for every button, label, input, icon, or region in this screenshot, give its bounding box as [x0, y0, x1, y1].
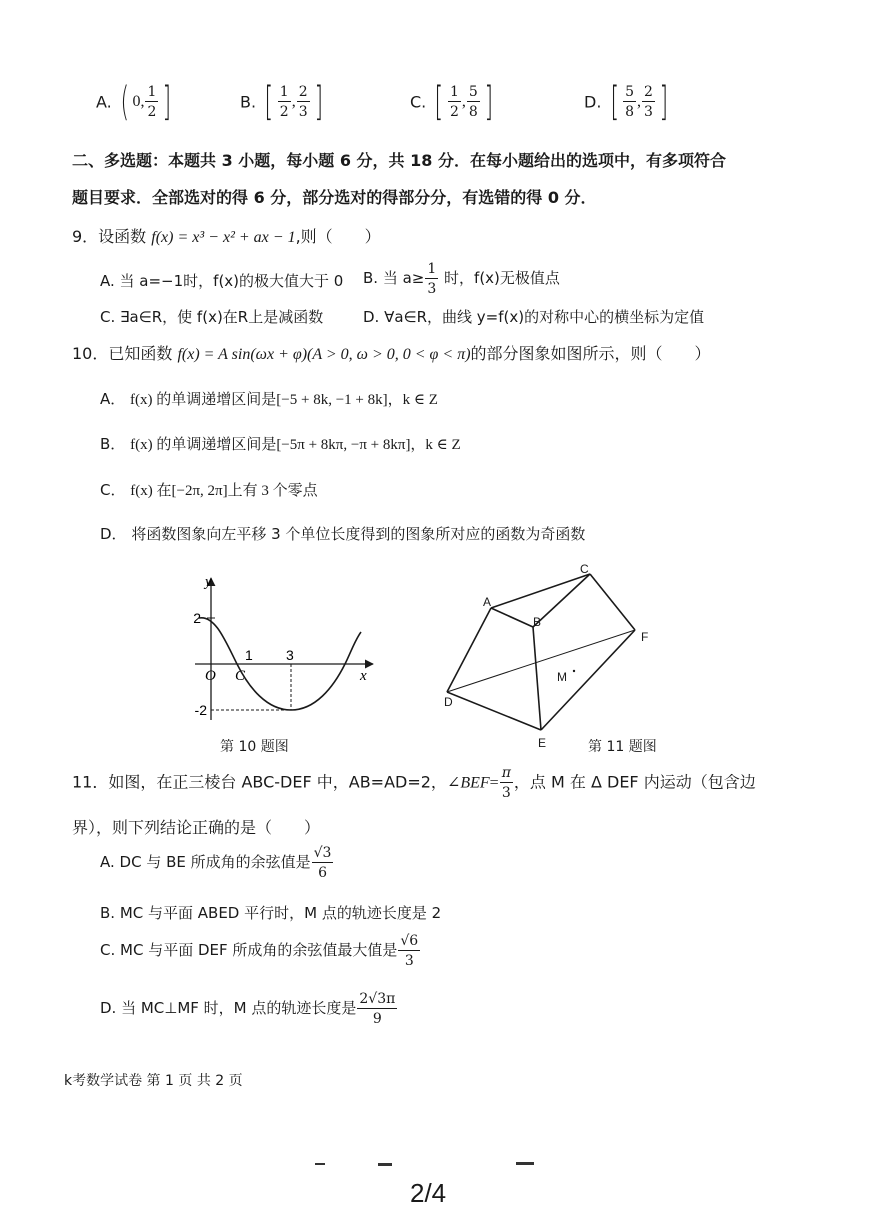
- label-m: M: [557, 670, 567, 684]
- vertex-d: D: [444, 695, 453, 709]
- label-origin: O: [205, 668, 216, 684]
- q11-option-c: C. MC 与平面 DEF 所成角的余弦值最大值是 $\frac{√6}{3}$: [100, 933, 419, 969]
- vertex-c: C: [580, 562, 589, 576]
- section2-header-line1: 二、多选题：本题共 3 小题，每小题 6 分，共 18 分．在每小题给出的选项中，有多项符合: [72, 151, 726, 170]
- scan-mark: [315, 1163, 325, 1165]
- figure-11-caption: 第 11 题图: [588, 739, 657, 755]
- vertex-f: F: [641, 630, 649, 644]
- vertex-e: E: [538, 736, 547, 750]
- tick-label-1: 1: [245, 647, 253, 663]
- scan-mark: [516, 1162, 534, 1165]
- q8-option-a: A. ( 0, $\frac{1}{2}$ ]: [96, 79, 172, 125]
- q11-stem-line1: 11．如图，在正三棱台 ABC-DEF 中，AB=AD=2，∠BEF= $\frac{\pi}{3}$ ，点 M 在 Δ DEF 内运动（包含边: [72, 765, 756, 801]
- q10-option-b: B． f(x) 的单调递增区间是[−5π + 8kπ, −π + 8kπ]，k ∈ Z: [100, 435, 461, 453]
- figure-11-frustum: [435, 560, 660, 750]
- figure-10-graph: [185, 570, 390, 730]
- q11-option-b: B. MC 与平面 ABED 平行时，M 点的轨迹长度是 2: [100, 904, 442, 922]
- section2-header-line2: 题目要求．全部选对的得 6 分，部分选对的得部分分，有选错的得 0 分．: [72, 188, 597, 207]
- edge-bc: [533, 574, 590, 627]
- q8-option-b: B. [ $\frac{1}{2}$ , $\frac{2}{3}$ ]: [240, 79, 323, 125]
- tick-label-2: 2: [193, 610, 201, 626]
- q9-option-a: A. 当 a=−1时，f(x)的极大值大于 0: [100, 272, 344, 290]
- edge-ab: [491, 608, 533, 627]
- q9-stem: 9．设函数 f(x) = x³ − x² + ax − 1,则（ ）: [72, 227, 381, 246]
- q11-stem-line2: 界），则下列结论正确的是（ ）: [72, 818, 321, 837]
- q8-option-c: C. [ $\frac{1}{2}$ , $\frac{5}{8}$ ]: [410, 79, 493, 125]
- scan-mark: [378, 1163, 392, 1166]
- q11-option-a: A. DC 与 BE 所成角的余弦值是 $\frac{√3}{6}$: [100, 845, 332, 881]
- tick-label-3: 3: [286, 647, 294, 663]
- edge-cf: [590, 574, 635, 630]
- q9-option-d: D. ∀a∈R，曲线 y=f(x)的对称中心的横坐标为定值: [363, 308, 705, 326]
- edge-de: [447, 692, 541, 730]
- q10-option-d: D． 将函数图象向左平移 3 个单位长度得到的图象所对应的函数为奇函数: [100, 525, 586, 543]
- q8-option-d: D. [ $\frac{5}{8}$ , $\frac{2}{3}$ ]: [584, 79, 669, 125]
- q9-option-b: B. 当 a≥ $\frac{1}{3}$ 时，f(x)无极值点: [363, 261, 560, 297]
- q10-option-c: C． f(x) 在[−2π, 2π]上有 3 个零点: [100, 481, 318, 499]
- page-indicator: 2/4: [410, 1178, 447, 1208]
- tick-label-neg2: -2: [194, 702, 207, 718]
- figure-10-caption: 第 10 题图: [220, 739, 289, 755]
- edge-be: [533, 627, 541, 730]
- point-m: [573, 670, 575, 672]
- edge-ac: [491, 574, 590, 608]
- q10-option-a: A． f(x) 的单调递增区间是[−5 + 8k, −1 + 8k]，k ∈ Z: [100, 390, 438, 408]
- vertex-b: B: [533, 615, 542, 629]
- q10-stem: 10．已知函数 f(x) = A sin(ωx + φ)(A > 0, ω > 0, 0 < φ < π)的部分图象如图所示，则（ ）: [72, 344, 711, 363]
- q9-option-c: C. ∃a∈R，使 f(x)在R上是减函数: [100, 308, 324, 326]
- label-c: C: [235, 668, 246, 684]
- fraction: $\frac{1}{2}$: [147, 84, 157, 120]
- page-footer: k考数学试卷 第 1 页 共 2 页: [64, 1073, 243, 1089]
- q11-option-d: D. 当 MC⊥MF 时，M 点的轨迹长度是 $\frac{2√3\pi}{9}$: [100, 991, 396, 1027]
- vertex-a: A: [483, 595, 492, 609]
- label-x: x: [360, 668, 367, 684]
- label-y: y: [205, 574, 212, 590]
